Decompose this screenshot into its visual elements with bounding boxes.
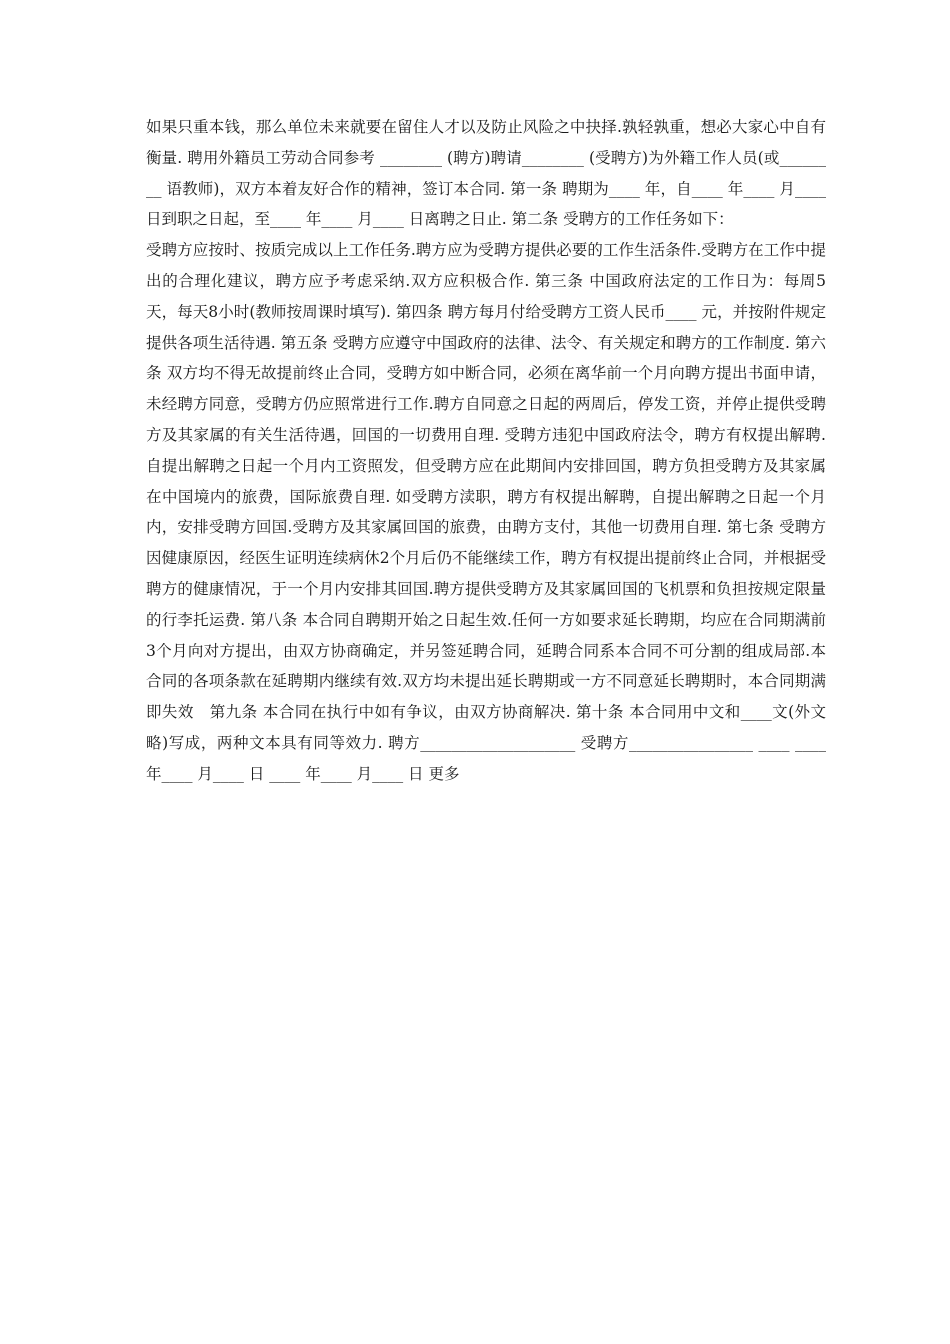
paragraph-terms: 受聘方应按时、按质完成以上工作任务.聘方应为受聘方提供必要的工作生活条件.受聘方在工作中提出的合理化建议，聘方应予考虑采纳.双方应积极合作. 第三条 中国政府法定的工作日为：每周5天，每天8小时(教师按周课时填写). 第四条 聘方每月付给受聘方工资人民币____ 元，并按附件规定提供各项生活待遇. 第五条 受聘方应遵守中国政府的法律、法令、有关规定和聘方的工作制度. 第六条 双方均不得无故提前终止合同，受聘方如中断合同，必须在离华前一个月向聘方提出书面申请，未经聘方同意，受聘方仍应照常进行工作.聘方自同意之日起的两周后，停发工资，并停止提供受聘方及其家属的有关生活待遇，回国的一切费用自理. 受聘方违犯中国政府法令，聘方有权提出解聘.自提出解聘之日起一个月内工资照发，但受聘方应在此期间内安排回国，聘方负担受聘方及其家属在中国境内的旅费，国际旅费自理. 如受聘方渎职，聘方有权提出解聘，自提出解聘之日起一个月内，安排受聘方回国.受聘方及其家属回国的旅费，由聘方支付，其他一切费用自理. 第七条 受聘方因健康原因，经医生证明连续病休2个月后仍不能继续工作，聘方有权提出提前终止合同，并根据受聘方的健康情况，于一个月内安排其回国.聘方提供受聘方及其家属回国的飞机票和负担按规定限量的行李托运费. 第八条 本合同自聘期开始之日起生效.任何一方如要求延长聘期，均应在合同期满前3个月向对方提出，由双方协商确定，并另签延聘合同，延聘合同系本合同不可分割的组成局部.本合同的各项条款在延聘期内继续有效.双方均未提出延长聘期或一方不同意延长聘期时，本合同期满即失效 第九条 本合同在执行中如有争议，由双方协商解决. 第十条 本合同用中文和____文(外文略)写成，两种文本具有同等效力. 聘方____________________ 受聘方________________ ____ ____ 年____ 月____ 日 ____ 年____ 月____ 日 更多 [146,241,826,783]
document-body [146,112,826,790]
paragraph-intro: 如果只重本钱，那么单位未来就要在留住人才以及防止风险之中抉择.孰轻孰重，想必大家心中自有衡量. 聘用外籍员工劳动合同参考 ________ (聘方)聘请________ (受聘方)为外籍工作人员(或________ 语教师)，双方本着友好合作的精神，签订本合同. 第一条 聘期为____ 年，自____ 年____ 月____ 日到职之日起，至____ 年____ 月____ 日离聘之日止. 第二条 受聘方的工作任务如下： [146,118,826,229]
